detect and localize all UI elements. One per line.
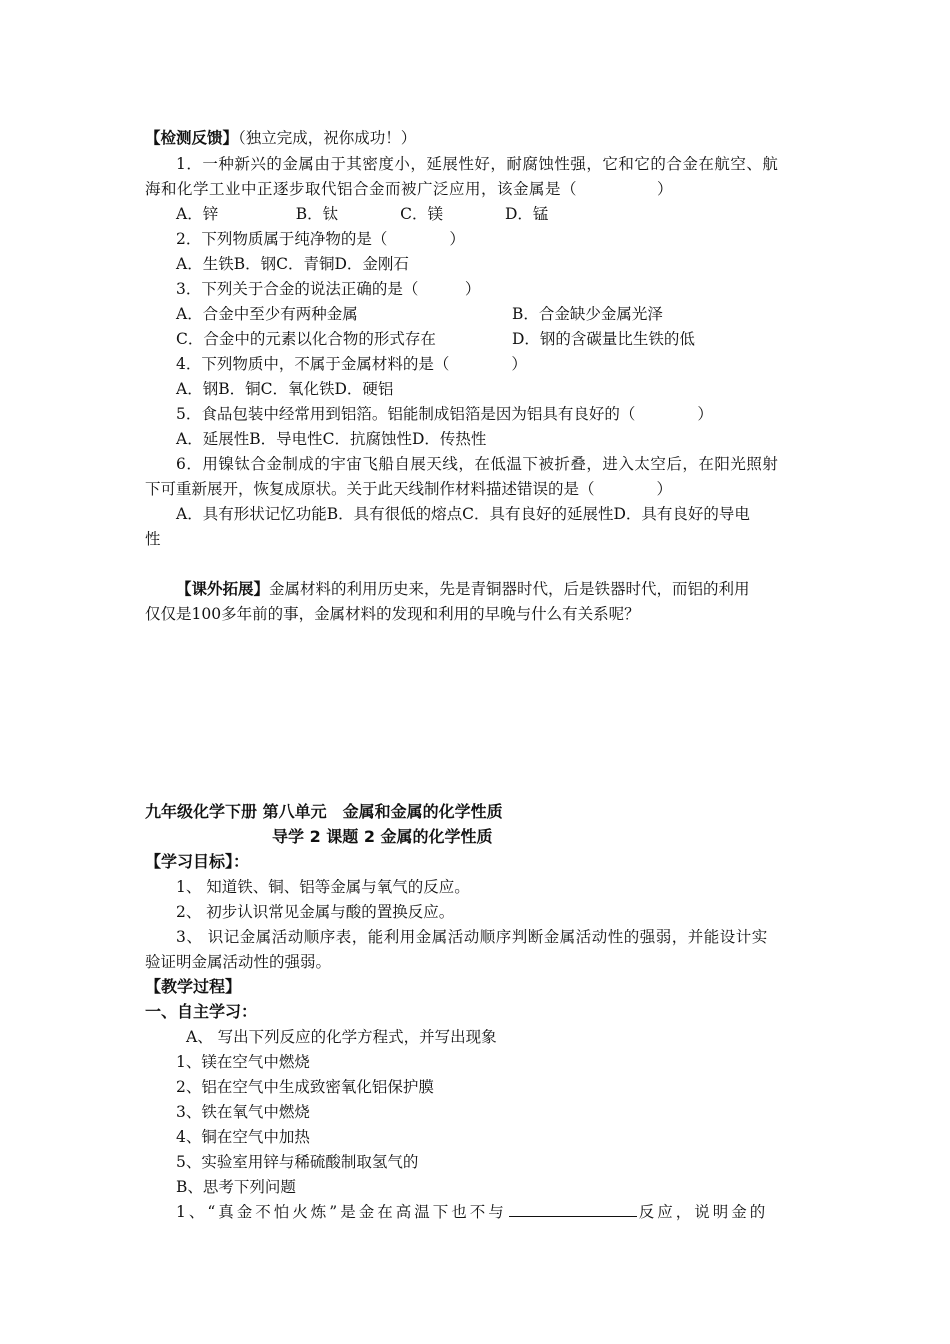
section-a-heading: A、 写出下列反应的化学方程式，并写出现象 (186, 1028, 497, 1046)
feedback-heading: 【检测反馈】 (145, 129, 239, 147)
q3-option-c: C．合金中的元素以化合物的形式存在 (176, 330, 436, 348)
q2-question: 2．下列物质属于纯净物的是（ ） (176, 230, 465, 248)
q4-options: A．钢B．铜C．氧化铁D．硬铝 (176, 380, 394, 398)
extension-line2: 仅仅是100多年前的事，金属材料的发现和利用的早晚与什么有关系呢？ (145, 605, 640, 623)
a-item-4: 4、铜在空气中加热 (176, 1128, 310, 1146)
q6-line2: 下可重新展开，恢复成原状。关于此天线制作材料描述错误的是（ ） (145, 480, 673, 498)
a-item-2: 2、铝在空气中生成致密氧化铝保护膜 (176, 1078, 434, 1096)
goals-heading: 【学习目标】： (145, 852, 250, 871)
q1-line2: 海和化学工业中正逐步取代铝合金而被广泛应用，该金属是（ ） (145, 180, 674, 198)
section-b-heading: B、思考下列问题 (176, 1178, 296, 1196)
self-study-heading: 一、自主学习： (145, 1002, 258, 1021)
a-item-3: 3、铁在氧气中燃烧 (176, 1103, 310, 1121)
lesson-title-2: 导学 2 课题 2 金属的化学性质 (272, 827, 493, 846)
q1-options: A．锌 B．钛 C．镁 D．锰 (176, 205, 549, 223)
q2-options: A．生铁B．钢C．青铜D．金刚石 (176, 255, 409, 273)
process-heading: 【教学过程】 (145, 977, 242, 996)
q5-question: 5．食品包装中经常用到铝箔。铝能制成铝箔是因为铝具有良好的（ ） (176, 405, 713, 423)
q6-options: A．具有形状记忆功能B．具有很低的熔点C．具有良好的延展性D．具有良好的导电 (176, 505, 750, 523)
b-item-1 (176, 1202, 768, 1222)
fill-blank[interactable] (509, 1202, 637, 1217)
feedback-note: （独立完成，祝你成功！） (238, 129, 417, 147)
a-item-1: 1、镁在空气中燃烧 (176, 1053, 310, 1071)
lesson-title-1: 九年级化学下册 第八单元 金属和金属的化学性质 (145, 802, 503, 821)
q6-line1: 6．用镍钛合金制成的宇宙飞船自展天线，在低温下被折叠，进入太空后，在阳光照射 (176, 455, 779, 473)
b-item-1-post: 反应，说明金的 (638, 1203, 769, 1221)
q3-option-b: B．合金缺少金属光泽 (512, 305, 663, 323)
extension-text-1: 金属材料的利用历史来，先是青铜器时代，后是铁器时代，而铝的利用 (269, 580, 750, 598)
extension-heading: 【课外拓展】 (176, 580, 270, 598)
q5-options: A．延展性B．导电性C．抗腐蚀性D．传热性 (176, 430, 487, 448)
q3-question: 3．下列关于合金的说法正确的是（ ） (176, 280, 481, 298)
goal-3-line2: 验证明金属活动性的强弱。 (145, 953, 332, 971)
goal-1: 1、 知道铁、铜、铝等金属与氧气的反应。 (176, 878, 470, 896)
q6-options-cont: 性 (145, 530, 161, 548)
q1-line1: 1．一种新兴的金属由于其密度小，延展性好，耐腐蚀性强，它和它的合金在航空、航 (176, 155, 779, 173)
feedback-heading-line (145, 128, 416, 148)
q4-question: 4．下列物质中，不属于金属材料的是（ ） (176, 355, 527, 373)
extension-line1 (176, 579, 750, 599)
goal-3-line1: 3、 识记金属活动顺序表，能利用金属活动顺序判断金属活动性的强弱，并能设计实 (176, 928, 768, 946)
b-item-1-pre: 1、“真金不怕火炼”是金在高温下也不与 (176, 1203, 507, 1221)
a-item-5: 5、实验室用锌与稀硫酸制取氢气的 (176, 1153, 419, 1171)
q3-option-d: D．钢的含碳量比生铁的低 (512, 330, 695, 348)
q3-option-a: A．合金中至少有两种金属 (176, 305, 358, 323)
goal-2: 2、 初步认识常见金属与酸的置换反应。 (176, 903, 455, 921)
